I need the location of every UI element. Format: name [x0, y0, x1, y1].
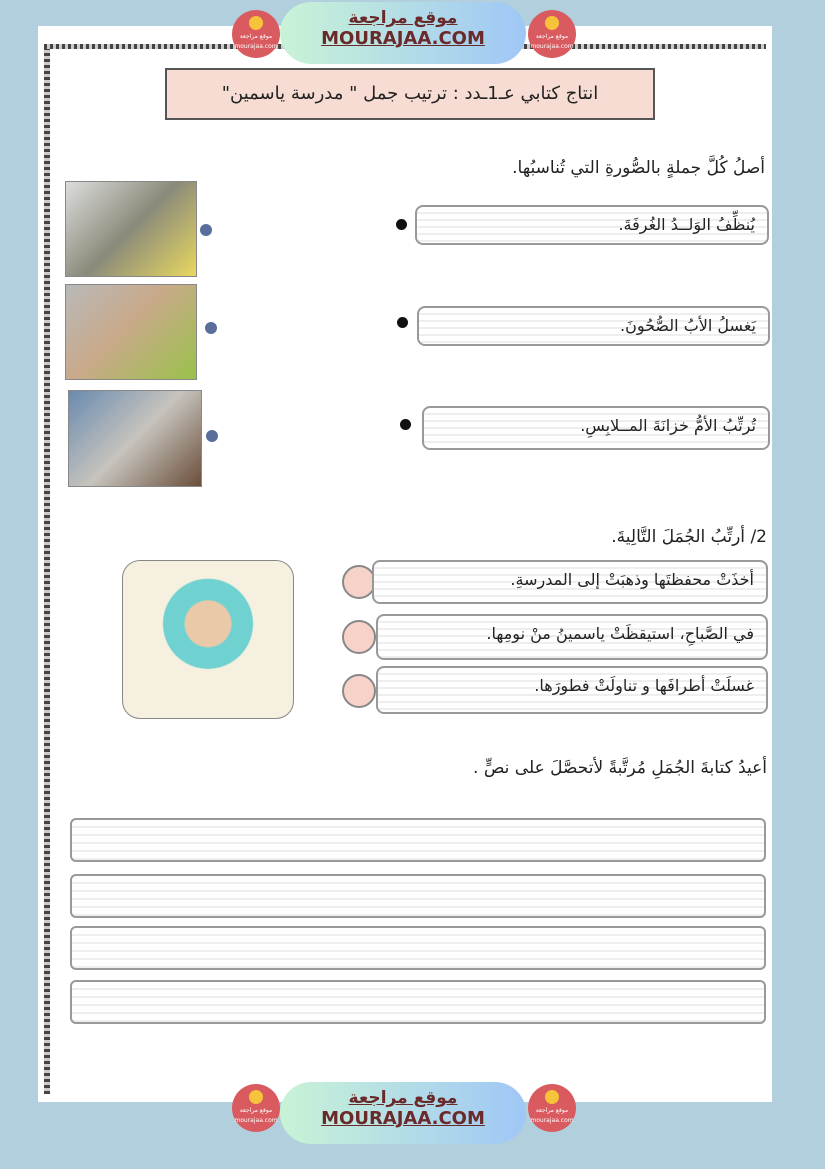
photo-mother-wardrobe [65, 284, 197, 380]
sentence-box-2: يَغسلُ الأبُ الصُّحُونَ. [417, 306, 770, 346]
brand-english: MOURAJAA.COM [321, 1108, 485, 1129]
photo-girl-breakfast [122, 560, 294, 719]
brand-arabic: موقع مراجعة [348, 1088, 458, 1108]
logo-seal-left-bottom: موقع مراجعة mourajaa.com [232, 1084, 280, 1132]
match-dot-sentence-2[interactable] [397, 317, 408, 328]
match-dot-image-3[interactable] [206, 430, 218, 442]
order-circle-3[interactable] [342, 674, 376, 708]
logo-seal-right-bottom: موقع مراجعة mourajaa.com [528, 1084, 576, 1132]
brand-banner-top[interactable] [280, 2, 526, 64]
match-dot-image-1[interactable] [200, 224, 212, 236]
order-circle-1[interactable] [342, 565, 376, 599]
sentence-box-3: تُرتِّبُ الأمُّ خزانَةَ المــلابِسِ. [422, 406, 770, 450]
photo-father-dishes [68, 390, 202, 487]
instruction-1: أصلُ كُلَّ جملةٍ بالصُّورةِ التي تُناسبُها. [512, 158, 765, 178]
writing-line-4[interactable] [70, 980, 766, 1024]
order-sentence-2: في الصَّباحِ، استيقظَتْ ياسمينُ منْ نومِها. [376, 614, 768, 660]
writing-line-2[interactable] [70, 874, 766, 918]
match-dot-image-2[interactable] [205, 322, 217, 334]
brand-banner-bottom[interactable] [280, 1082, 526, 1144]
writing-line-3[interactable] [70, 926, 766, 970]
match-dot-sentence-1[interactable] [396, 219, 407, 230]
brand-arabic: موقع مراجعة [348, 8, 458, 28]
page-title: انتاج كتابي عـ1ـدد : ترتيب جمل " مدرسة ياسمين" [165, 68, 655, 120]
logo-seal-right: موقع مراجعة mourajaa.com [528, 10, 576, 58]
page-border [44, 44, 50, 1094]
instruction-2: 2/ أرتِّبُ الجُمَلَ التَّالِيةَ. [611, 527, 767, 547]
brand-english: MOURAJAA.COM [321, 28, 485, 49]
order-sentence-3: غسلَتْ أطرافَها و تناولَتْ فطورَها. [376, 666, 768, 714]
order-circle-2[interactable] [342, 620, 376, 654]
writing-line-1[interactable] [70, 818, 766, 862]
sentence-box-1: يُنظِّفُ الوَلــدُ الغُرفَةَ. [415, 205, 769, 245]
order-sentence-1: أخذَتْ محفظتَها وذهبَتْ إلى المدرسةِ. [372, 560, 768, 604]
match-dot-sentence-3[interactable] [400, 419, 411, 430]
logo-seal-left: موقع مراجعة mourajaa.com [232, 10, 280, 58]
instruction-3: أعيدُ كتابةَ الجُمَلِ مُرتَّبةً لأتحصَّلَ على نصٍّ . [473, 758, 767, 778]
photo-boy-cleaning [65, 181, 197, 277]
